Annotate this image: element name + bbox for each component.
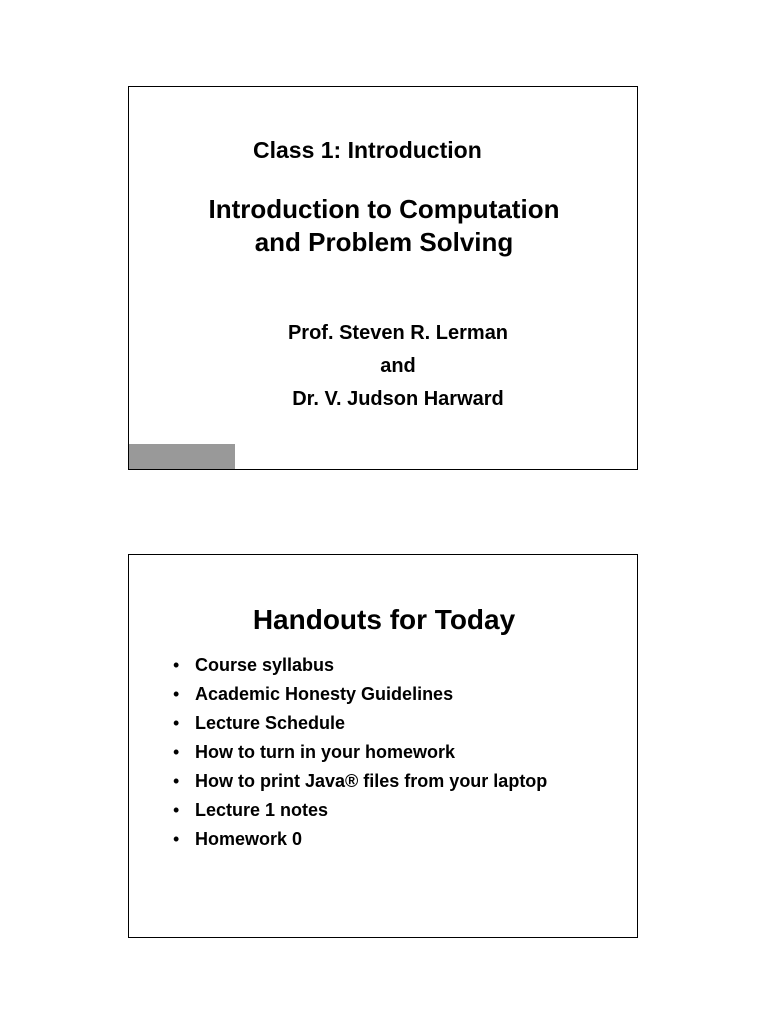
list-item <box>173 651 547 680</box>
title-line-2: and Problem Solving <box>254 227 514 257</box>
list-item <box>173 767 547 796</box>
slide-2-title: Handouts for Today <box>252 604 516 635</box>
bullet-icon: • <box>173 800 180 820</box>
bullet-icon: • <box>173 771 180 791</box>
author-1: Prof. Steven R. Lerman <box>287 322 509 344</box>
author-conjunction: and <box>380 355 416 377</box>
bullet-icon: • <box>173 655 180 675</box>
list-item-text: Lecture 1 notes <box>195 800 329 820</box>
bullet-icon: • <box>173 742 180 762</box>
slide-2 <box>128 554 638 938</box>
list-item <box>173 825 547 854</box>
list-item-text: Lecture Schedule <box>195 713 346 733</box>
authors-block <box>267 317 529 416</box>
slide-1-title <box>129 193 639 259</box>
title-line-1: Introduction to Computation <box>208 194 560 224</box>
list-item-text: Academic Honesty Guidelines <box>195 684 454 704</box>
author-2: Dr. V. Judson Harward <box>292 388 504 410</box>
list-item <box>173 738 547 767</box>
handouts-list <box>173 651 547 854</box>
class-label: Class 1: Introduction <box>253 137 482 163</box>
slide-1 <box>128 86 638 470</box>
accent-bar <box>129 444 235 469</box>
list-item-text: How to turn in your homework <box>195 742 455 762</box>
list-item <box>173 709 547 738</box>
list-item-text: Course syllabus <box>195 655 335 675</box>
bullet-icon: • <box>173 713 180 733</box>
bullet-icon: • <box>173 684 180 704</box>
list-item-text: Homework 0 <box>195 829 303 849</box>
list-item-text: How to print Java® files from your laptop <box>195 771 548 791</box>
bullet-icon: • <box>173 829 180 849</box>
list-item <box>173 680 547 709</box>
list-item <box>173 796 547 825</box>
